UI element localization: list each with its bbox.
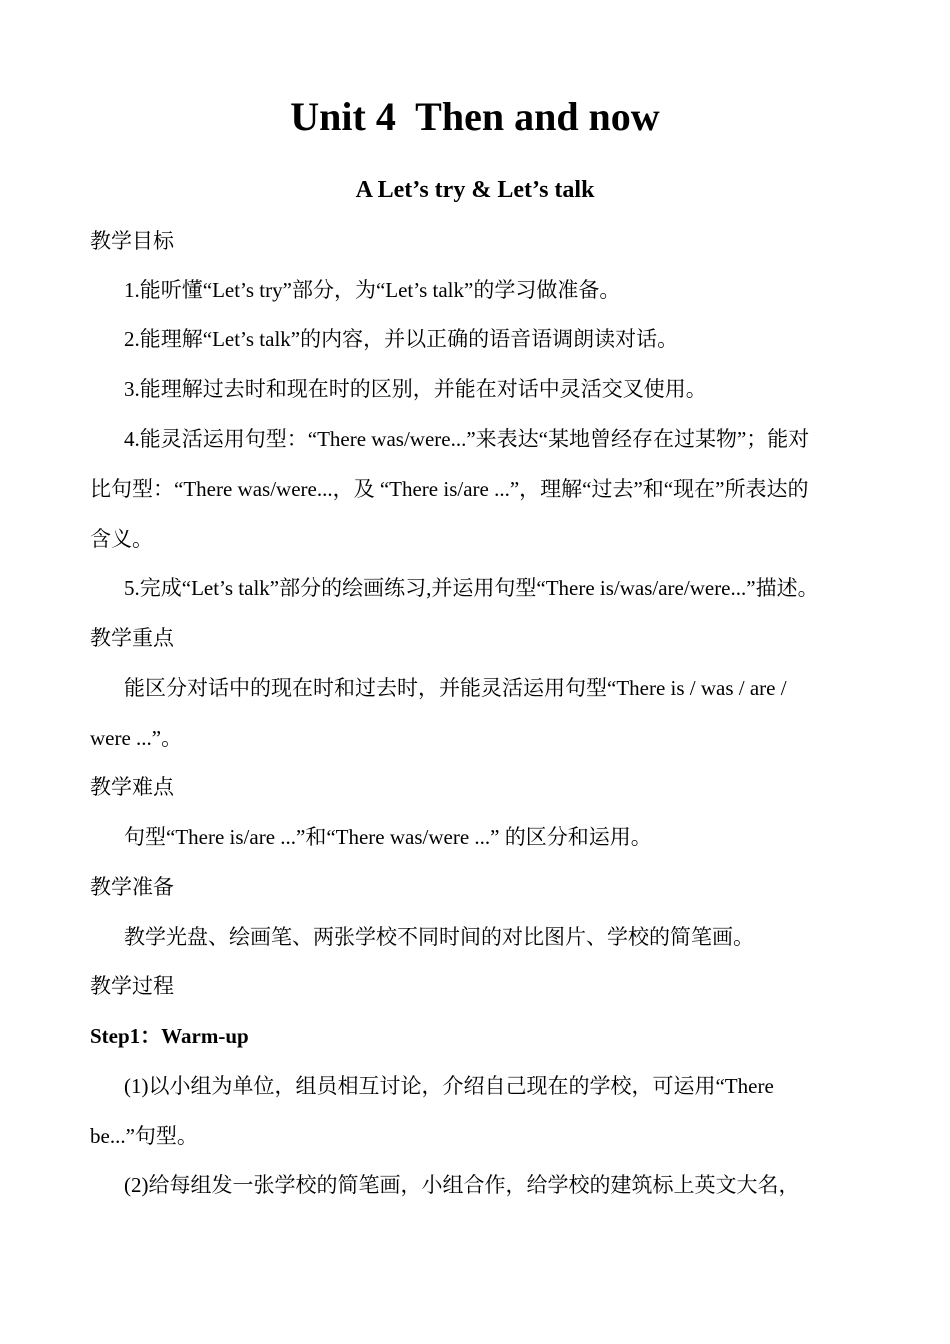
document-title: Unit 4 Then and now xyxy=(290,94,660,139)
key-points-line-2: were ...”。 xyxy=(90,726,183,750)
step1-heading: Step1：Warm-up xyxy=(90,1024,249,1048)
goal-5: 5.完成“Let’s talk”部分的绘画练习,并运用句型“There is/was/are/were...”描述。 xyxy=(124,576,819,600)
key-points-line-1: 能区分对话中的现在时和过去时，并能灵活运用句型“There is / was / are / xyxy=(124,676,787,700)
step1-paragraph-2: (2)给每组发一张学校的简笔画，小组合作，给学校的建筑标上英文大名， xyxy=(124,1173,800,1197)
goal-2: 2.能理解“Let’s talk”的内容，并以正确的语音语调朗读对话。 xyxy=(124,327,679,351)
goal-3: 3.能理解过去时和现在时的区别，并能在对话中灵活交叉使用。 xyxy=(124,377,707,401)
process-heading: 教学过程 xyxy=(90,974,174,998)
goal-1: 1.能听懂“Let’s try”部分，为“Let’s talk”的学习做准备。 xyxy=(124,278,621,302)
goals-heading: 教学目标 xyxy=(90,229,174,253)
goal-4-line-3: 含义。 xyxy=(90,527,153,551)
key-points-heading: 教学重点 xyxy=(90,626,174,650)
step1-paragraph-1-line-2: be...”句型。 xyxy=(90,1124,198,1148)
document-subtitle: A Let’s try & Let’s talk xyxy=(355,177,595,203)
goal-4-line-2: 比句型：“There was/were...，及 “There is/are ...”，理解“过去”和“现在”所表达的 xyxy=(90,477,809,501)
goal-4-line-1: 4.能灵活运用句型：“There was/were...”来表达“某地曾经存在过某物”；能对 xyxy=(124,427,810,451)
step1-paragraph-1-line-1: (1)以小组为单位，组员相互讨论，介绍自己现在的学校，可运用“There xyxy=(124,1074,774,1098)
difficult-points-heading: 教学难点 xyxy=(90,775,174,799)
preparation-heading: 教学准备 xyxy=(90,875,174,899)
difficult-points-text: 句型“There is/are ...”和“There was/were ...” 的区分和运用。 xyxy=(124,825,652,849)
preparation-text: 教学光盘、绘画笔、两张学校不同时间的对比图片、学校的简笔画。 xyxy=(124,925,754,949)
